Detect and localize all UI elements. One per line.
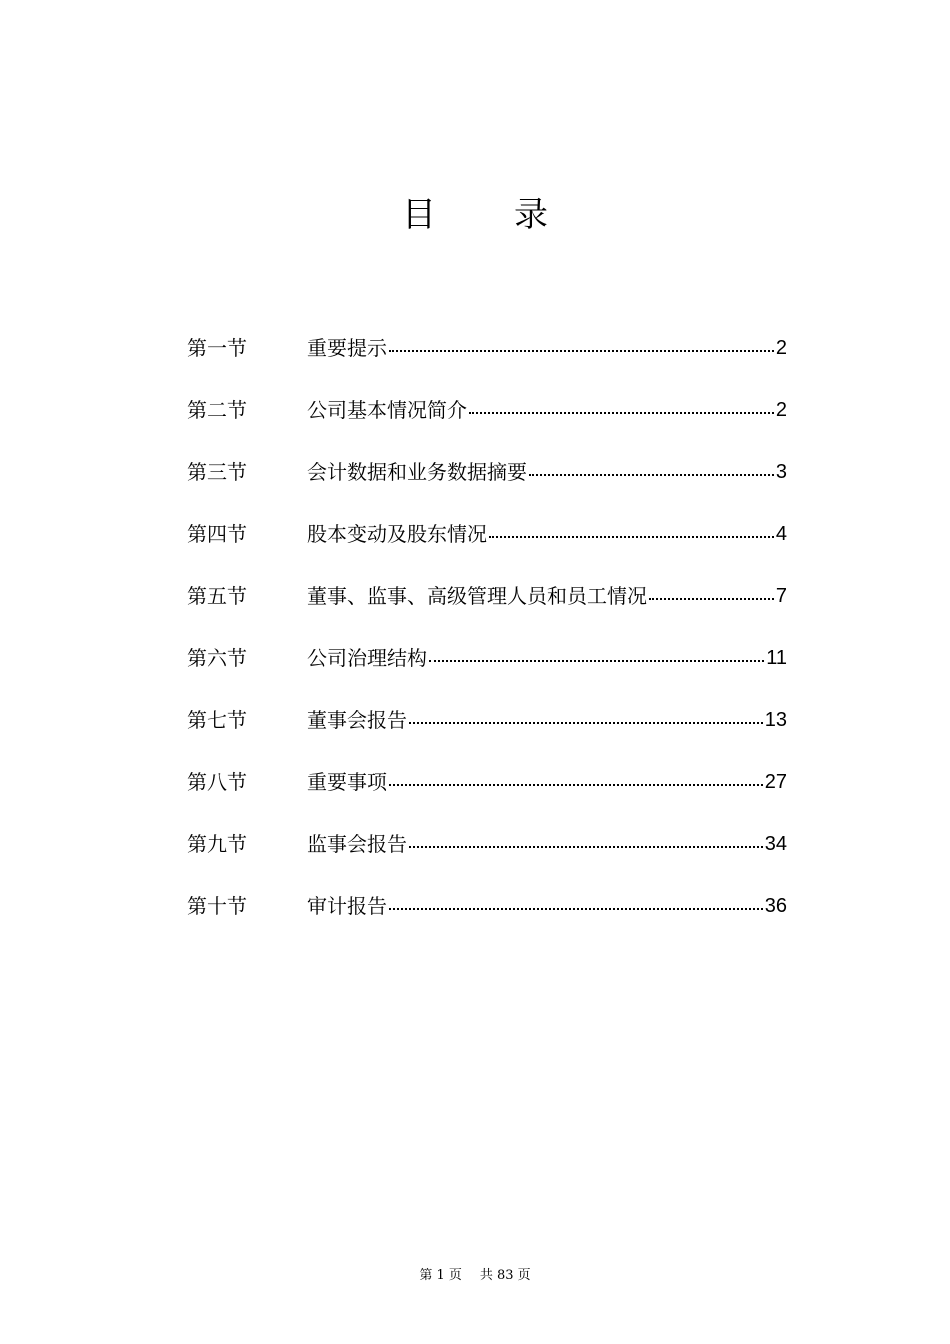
toc-row[interactable] [187, 330, 787, 366]
toc-entry-name: 会计数据和业务数据摘要 [307, 460, 527, 484]
toc-section: 第四节 [187, 522, 247, 546]
toc-page-number: 13 [764, 709, 787, 731]
toc-section: 第十节 [187, 894, 247, 918]
toc-entry-name: 审计报告 [307, 894, 387, 918]
title-char-2: 录 [514, 195, 548, 235]
toc-entry-name: 董事、监事、高级管理人员和员工情况 [307, 584, 647, 608]
total-pages: 共 83 页 [479, 1268, 531, 1283]
toc-page-number: 36 [764, 895, 787, 917]
toc-row[interactable] [187, 826, 787, 862]
toc-section: 第七节 [187, 708, 247, 732]
page-footer [0, 1266, 950, 1286]
toc-row[interactable] [187, 454, 787, 490]
toc-section: 第九节 [187, 832, 247, 856]
toc-entry-name: 重要提示 [307, 336, 387, 360]
toc-entry-name: 董事会报告 [307, 708, 407, 732]
toc-page-number: 3 [775, 461, 787, 483]
toc-row[interactable] [187, 516, 787, 552]
toc-entry-name: 重要事项 [307, 770, 387, 794]
title-char-1: 目 [402, 195, 436, 235]
toc-page-number: 7 [775, 585, 787, 607]
toc-row[interactable] [187, 702, 787, 738]
toc-section: 第八节 [187, 770, 247, 794]
toc-section: 第一节 [187, 336, 247, 360]
toc-entry-name: 股本变动及股东情况 [307, 522, 487, 546]
toc-row[interactable] [187, 392, 787, 428]
toc-row[interactable] [187, 578, 787, 614]
toc-section: 第六节 [187, 646, 247, 670]
toc-page-number: 34 [764, 833, 787, 855]
toc-row[interactable] [187, 764, 787, 800]
toc-row[interactable] [187, 888, 787, 924]
toc-entry-name: 公司治理结构 [307, 646, 427, 670]
toc-page-number: 2 [775, 399, 787, 421]
toc-page-number: 27 [764, 771, 787, 793]
toc-section: 第三节 [187, 460, 247, 484]
toc-page-number: 2 [775, 337, 787, 359]
toc-row[interactable] [187, 640, 787, 676]
toc-page-number: 4 [775, 523, 787, 545]
current-page: 第 1 页 [419, 1268, 462, 1283]
toc-section: 第二节 [187, 398, 247, 422]
toc-entry-name: 公司基本情况简介 [307, 398, 467, 422]
toc-entry-name: 监事会报告 [307, 832, 407, 856]
toc-section: 第五节 [187, 584, 247, 608]
toc-page-number: 11 [766, 647, 787, 669]
